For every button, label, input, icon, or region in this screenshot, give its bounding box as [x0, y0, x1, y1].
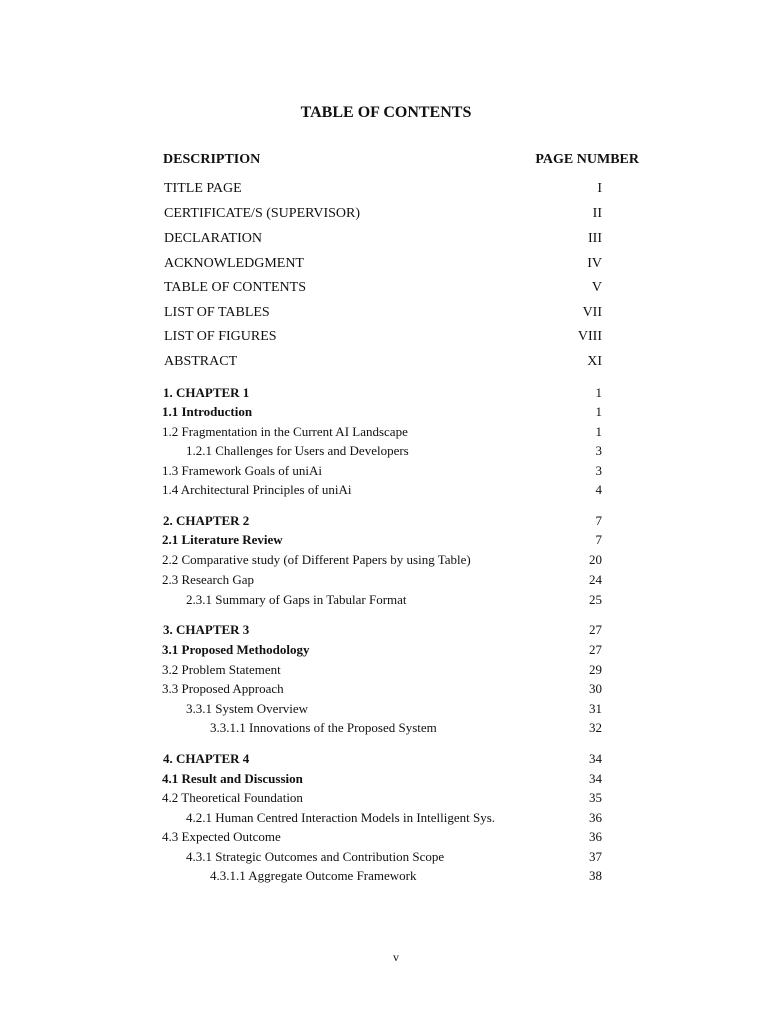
toc-entry-page: 20: [589, 552, 602, 567]
toc-entry-label: LIST OF FIGURES: [164, 329, 277, 344]
toc-row[interactable]: [0, 181, 768, 201]
toc-entry-page: 1: [595, 424, 602, 439]
toc-row[interactable]: [0, 572, 768, 592]
toc-entry-label: 1.3 Framework Goals of uniAi: [162, 463, 322, 478]
section-heading: 3.1 Proposed Methodology: [162, 642, 310, 657]
toc-entry-label: 3.3.1.1 Innovations of the Proposed System: [210, 720, 437, 735]
toc-row[interactable]: [0, 552, 768, 572]
toc-entry-page: 38: [589, 868, 602, 883]
toc-row[interactable]: [0, 463, 768, 483]
toc-entry-label: 2.3.1 Summary of Gaps in Tabular Format: [186, 592, 407, 607]
chapter-heading: 4. CHAPTER 4: [163, 751, 250, 766]
toc-entry-label: 4.3 Expected Outcome: [162, 829, 281, 844]
toc-row[interactable]: [0, 790, 768, 810]
toc-entry-page: 37: [589, 849, 602, 864]
toc-entry-label: 1.4 Architectural Principles of uniAi: [162, 482, 352, 497]
toc-row[interactable]: [0, 868, 768, 888]
toc-row[interactable]: [0, 829, 768, 849]
page-footer-number: v: [393, 950, 399, 964]
toc-row[interactable]: [0, 354, 768, 374]
toc-entry-page: 1: [595, 404, 602, 419]
toc-entry-page: 27: [589, 622, 602, 637]
toc-row[interactable]: [0, 513, 768, 533]
toc-entry-label: 4.3.1 Strategic Outcomes and Contribution Scope: [186, 849, 445, 864]
toc-row[interactable]: [0, 424, 768, 444]
toc-entry-page: 25: [589, 592, 602, 607]
toc-row[interactable]: [0, 622, 768, 642]
toc-row[interactable]: [0, 280, 768, 300]
toc-entry-label: 4.2.1 Human Centred Interaction Models in Intelligent Sys.: [186, 810, 496, 825]
toc-entry-label: DECLARATION: [164, 231, 262, 246]
toc-entry-label: LIST OF TABLES: [164, 305, 270, 320]
toc-entry-page: 34: [589, 751, 602, 766]
toc-entry-label: 2.2 Comparative study (of Different Papers by using Table): [162, 552, 471, 567]
chapter-heading: 2. CHAPTER 2: [163, 513, 250, 528]
toc-row[interactable]: [0, 231, 768, 251]
toc-entry-page: 3: [595, 443, 602, 458]
toc-entry-page: II: [592, 206, 602, 221]
toc-entry-label: 2.3 Research Gap: [162, 572, 255, 587]
toc-entry-page: 3: [595, 463, 602, 478]
toc-entry-page: I: [597, 181, 602, 196]
toc-entry-label: 3.2 Problem Statement: [162, 662, 281, 677]
toc-entry-label: 4.3.1.1 Aggregate Outcome Framework: [210, 868, 417, 883]
toc-entry-page: 32: [589, 720, 602, 735]
chapter-heading: 3. CHAPTER 3: [163, 622, 250, 637]
toc-entry-label: TITLE PAGE: [164, 181, 242, 196]
toc-entry-page: 24: [589, 572, 602, 587]
toc-row[interactable]: [0, 532, 768, 552]
toc-entry-page: 31: [589, 701, 602, 716]
toc-row[interactable]: [0, 206, 768, 226]
toc-entry-page: 35: [589, 790, 602, 805]
toc-row[interactable]: [0, 305, 768, 325]
section-heading: 1.1 Introduction: [162, 404, 253, 419]
toc-entry-page: 36: [589, 810, 602, 825]
toc-entry-page: III: [588, 231, 602, 246]
toc-entry-label: CERTIFICATE/S (SUPERVISOR): [164, 206, 361, 221]
toc-entry-label: 4.2 Theoretical Foundation: [162, 790, 303, 805]
toc-entry-page: 4: [595, 482, 602, 497]
toc-row[interactable]: [0, 482, 768, 502]
toc-entry-page: 30: [589, 681, 602, 696]
toc-row[interactable]: [0, 404, 768, 424]
toc-row[interactable]: [0, 751, 768, 771]
toc-row[interactable]: [0, 662, 768, 682]
chapter-heading: 1. CHAPTER 1: [163, 385, 250, 400]
toc-entry-page: 7: [595, 532, 602, 547]
toc-row[interactable]: [0, 849, 768, 869]
toc-entry-page: 7: [595, 513, 602, 528]
toc-entry-page: IV: [587, 256, 602, 271]
toc-entry-label: TABLE OF CONTENTS: [164, 280, 306, 295]
toc-row[interactable]: [0, 681, 768, 701]
toc-row[interactable]: [0, 385, 768, 405]
toc-entry-page: 34: [589, 771, 602, 786]
toc-row[interactable]: [0, 771, 768, 791]
page-number-column-header: PAGE NUMBER: [535, 152, 639, 167]
toc-entry-page: VIII: [577, 329, 602, 344]
page-title: TABLE OF CONTENTS: [300, 104, 472, 121]
description-column-header: DESCRIPTION: [163, 152, 261, 167]
toc-row[interactable]: [0, 443, 768, 463]
toc-row[interactable]: [0, 810, 768, 830]
toc-entry-page: VII: [582, 305, 602, 320]
toc-entry-label: 1.2.1 Challenges for Users and Developers: [186, 443, 409, 458]
toc-entry-page: 36: [589, 829, 602, 844]
toc-entry-page: 1: [595, 385, 602, 400]
toc-row[interactable]: [0, 701, 768, 721]
toc-entry-label: ABSTRACT: [164, 354, 238, 369]
toc-entry-label: ACKNOWLEDGMENT: [164, 256, 304, 271]
toc-entry-page: 27: [589, 642, 602, 657]
toc-entry-page: V: [591, 280, 602, 295]
toc-entry-page: XI: [587, 354, 602, 369]
toc-entry-label: 1.2 Fragmentation in the Current AI Landscape: [162, 424, 408, 439]
toc-row[interactable]: [0, 256, 768, 276]
toc-entry-label: 3.3 Proposed Approach: [162, 681, 284, 696]
toc-row[interactable]: [0, 720, 768, 740]
toc-row[interactable]: [0, 329, 768, 349]
section-heading: 4.1 Result and Discussion: [162, 771, 303, 786]
toc-entry-page: 29: [589, 662, 602, 677]
toc-entry-label: 3.3.1 System Overview: [186, 701, 309, 716]
section-heading: 2.1 Literature Review: [162, 532, 283, 547]
toc-row[interactable]: [0, 592, 768, 612]
toc-row[interactable]: [0, 642, 768, 662]
